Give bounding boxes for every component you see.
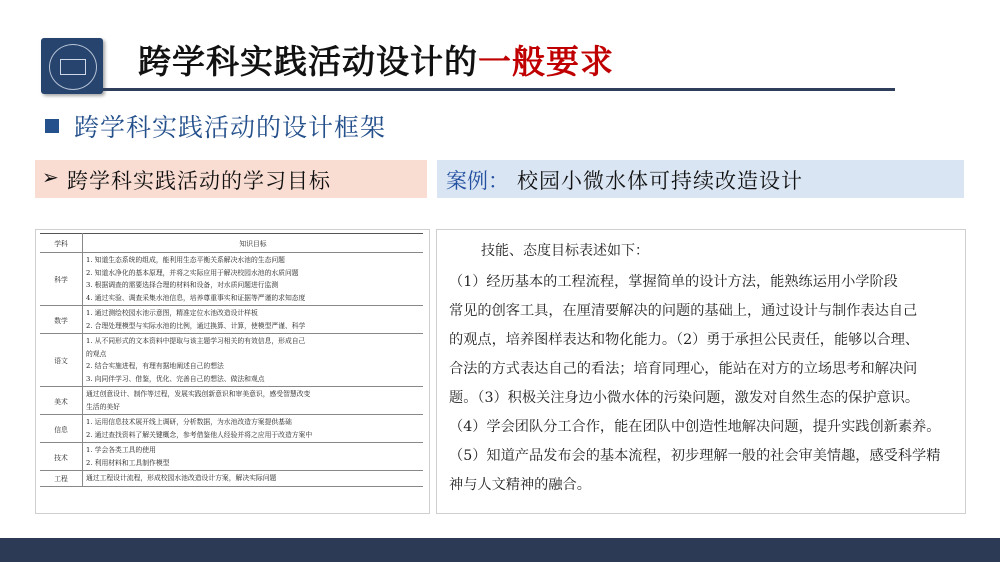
subject-cell: 美术 bbox=[40, 387, 83, 415]
table-row bbox=[40, 471, 423, 487]
goal-line: 2. 利用材料和工具制作模型 bbox=[86, 458, 170, 467]
goal-line: 1. 从不同形式的文本资料中提取与该主题学习相关的有效信息，形成自己 bbox=[86, 337, 306, 345]
goal-line: 2. 结合实施进程，有理有据地阐述自己的想法 bbox=[86, 362, 224, 370]
learning-goals-banner bbox=[35, 160, 427, 198]
goal-line: 3. 向同伴学习、借鉴，优化、完善自己的想法、做法和观点 bbox=[86, 374, 265, 383]
table-row bbox=[40, 253, 423, 306]
table-row bbox=[40, 387, 423, 415]
knowledge-goals-table bbox=[40, 233, 423, 487]
goals-cell bbox=[83, 443, 424, 471]
table-row bbox=[40, 306, 423, 334]
skills-line: （4）学会团队分工合作，能在团队中创造性地解决问题，提升实践创新素养。 bbox=[449, 419, 941, 435]
goal-line: 1. 知道生态系统的组成，能利用生态平衡关系解决水池的生态问题 bbox=[86, 256, 285, 264]
section-title: 跨学科实践活动的设计框架 bbox=[74, 113, 387, 142]
goal-line: 的观点 bbox=[86, 349, 107, 358]
knowledge-goals-table-image bbox=[35, 229, 430, 514]
skills-line: 神与人文精神的融合。 bbox=[449, 477, 591, 493]
subject-cell: 信息 bbox=[40, 415, 83, 443]
square-bullet-icon bbox=[45, 119, 59, 133]
goal-line: 4. 通过实验、调查采集水池信息，培养尊重事实和证据等严谨的求知态度 bbox=[86, 293, 306, 302]
goals-cell bbox=[83, 334, 424, 387]
goal-line: 2. 知道水净化的基本原理，并将之实际应用于解决校园水池的水质问题 bbox=[86, 268, 299, 277]
skills-line: （5）知道产品发布会的基本流程，初步理解一般的社会审美情趣，感受科学精 bbox=[449, 448, 941, 464]
case-banner bbox=[437, 160, 964, 198]
table-row bbox=[40, 415, 423, 443]
goals-cell bbox=[83, 471, 424, 487]
logo-emblem-icon bbox=[49, 44, 97, 90]
goal-line: 生活的美好 bbox=[86, 402, 120, 411]
skills-line: 常见的创客工具，在厘清要解决的问题的基础上，通过设计与制作表达自己 bbox=[449, 303, 918, 319]
subject-cell: 语文 bbox=[40, 334, 83, 387]
case-label: 案例： bbox=[446, 169, 509, 193]
goal-line: 3. 根据调查的需要选择合理的材料和设备，对水质问题进行监测 bbox=[86, 281, 279, 289]
skills-attitude-text-image bbox=[436, 229, 966, 514]
skills-paragraph bbox=[449, 268, 940, 500]
skills-intro: 技能、态度目标表述如下： bbox=[481, 243, 649, 259]
goal-line: 2. 通过查找资料了解关键概念，参考借鉴他人经验并将之应用于改造方案中 bbox=[86, 430, 313, 439]
subject-cell: 科学 bbox=[40, 253, 83, 306]
goals-cell bbox=[83, 387, 424, 415]
table-row bbox=[40, 334, 423, 387]
school-logo bbox=[41, 38, 103, 94]
page-title bbox=[138, 36, 614, 83]
title-main: 跨学科实践活动设计的 bbox=[138, 42, 478, 81]
goal-line: 2. 合理处理模型与实际水池的比例，通过换算、计算，使模型严谨、科学 bbox=[86, 321, 306, 330]
table-header-subject: 学科 bbox=[40, 234, 83, 253]
title-underline bbox=[103, 88, 895, 91]
skills-line: 的观点，培养图样表达和物化能力。（2）勇于承担公民责任，能够以合理、 bbox=[449, 332, 920, 348]
goals-cell bbox=[83, 253, 424, 306]
goals-cell bbox=[83, 415, 424, 443]
goal-line: 通过创意设计、制作等过程，发展实践创新意识和审美意识，感受智慧改变 bbox=[86, 390, 311, 398]
goal-line: 1. 学会各类工具的使用 bbox=[86, 446, 156, 454]
learning-goals-label: 跨学科实践活动的学习目标 bbox=[67, 169, 331, 193]
footer-bar bbox=[0, 538, 1000, 562]
goal-line: 1. 通过测绘校园水池示意图，精准定位水池改造设计样板 bbox=[86, 309, 258, 317]
table-row bbox=[40, 443, 423, 471]
title-highlight: 一般要求 bbox=[478, 42, 614, 81]
table-header-goals: 知识目标 bbox=[83, 234, 424, 253]
case-title: 校园小微水体可持续改造设计 bbox=[517, 169, 803, 193]
subject-cell: 数学 bbox=[40, 306, 83, 334]
skills-line: 合法的方式表达自己的看法；培育同理心，能站在对方的立场思考和解决问 bbox=[449, 361, 918, 377]
goal-line: 通过工程设计流程，形成校园水池改造设计方案，解决实际问题 bbox=[86, 474, 277, 482]
subject-cell: 技术 bbox=[40, 443, 83, 471]
subject-cell: 工程 bbox=[40, 471, 83, 487]
arrow-bullet-icon: ➢ bbox=[42, 165, 59, 189]
goals-cell bbox=[83, 306, 424, 334]
goal-line: 1. 运用信息技术展开线上调研，分析数据，为水池改造方案提供基础 bbox=[86, 418, 292, 426]
skills-line: 题。（3）积极关注身边小微水体的污染问题，激发对自然生态的保护意识。 bbox=[449, 390, 920, 406]
skills-line: （1）经历基本的工程流程，掌握简单的设计方法，能熟练运用小学阶段 bbox=[449, 274, 898, 290]
